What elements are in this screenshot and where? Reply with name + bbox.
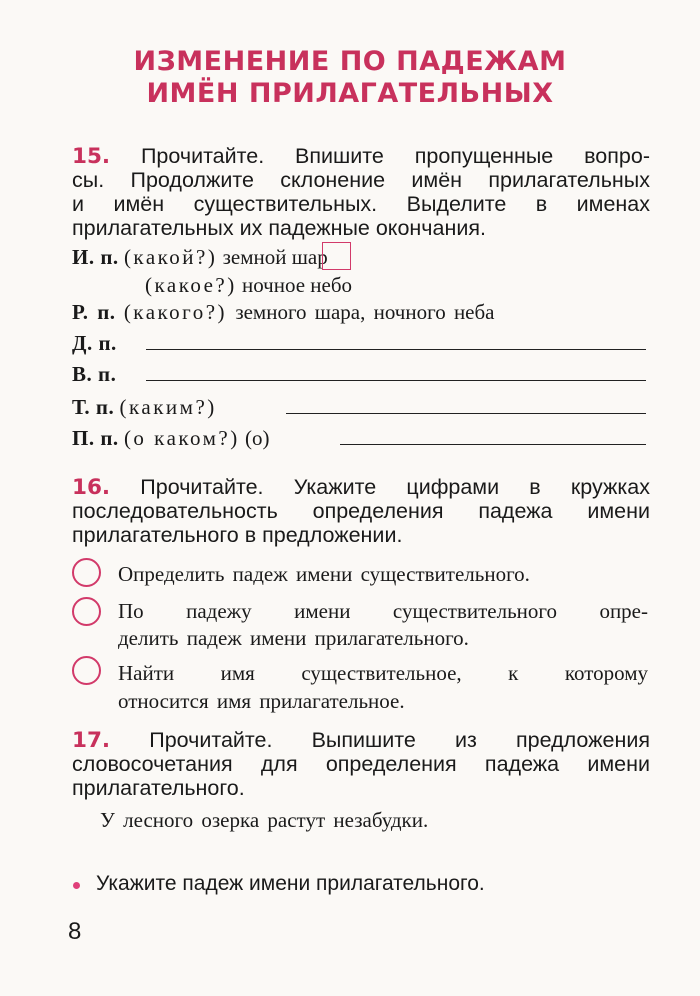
ex15-number: 15. xyxy=(72,144,111,169)
ex17-line-3: прилагательного. xyxy=(72,776,245,800)
ex16-line-1: 16. Прочитайте. Укажите цифрами в кружках xyxy=(72,475,650,500)
ex15-line-4: прилагательных их падежные окончания. xyxy=(72,216,486,240)
ex16-line-2: последовательность определения падежа имени xyxy=(72,499,650,523)
option-2-line-2: делить падеж имени прилагательного. xyxy=(118,626,469,650)
bullet-dot xyxy=(73,882,80,889)
order-circle-2[interactable] xyxy=(72,597,101,626)
example-sentence: У лесного озерка растут незабудки. xyxy=(100,808,429,832)
order-circle-1[interactable] xyxy=(72,558,101,587)
ex17-number: 17. xyxy=(72,728,111,753)
page-number: 8 xyxy=(68,918,82,945)
ex16-line-3: прилагательного в предложении. xyxy=(72,523,403,547)
case-row-im: И. п. (какой?) земной шар xyxy=(72,245,328,269)
answer-line-pr[interactable] xyxy=(340,444,646,445)
ex15-line-3: и имён существительных. Выделите в именах xyxy=(72,192,650,216)
ending-highlight-box xyxy=(322,242,351,270)
ex15-line-1: 15. Прочитайте. Впишите пропущенные вопро- xyxy=(72,144,650,169)
option-3-line-1: Найти имя существительное, к которому xyxy=(118,661,648,685)
answer-line-vin[interactable] xyxy=(146,380,646,381)
case-row-im-2: (какое?) ночное небо xyxy=(145,273,353,297)
ex17-line-2: словосочетания для определения падежа имени xyxy=(72,752,650,776)
case-row-pr: П. п. (о каком?) (о) xyxy=(72,426,270,450)
answer-line-tv[interactable] xyxy=(286,413,646,414)
option-3-line-2: относится имя прилагательное. xyxy=(118,689,405,713)
option-1-line-1: Определить падеж имени существительного. xyxy=(118,562,530,586)
ex16-number: 16. xyxy=(72,475,111,500)
ending-box: ой xyxy=(264,245,287,269)
case-row-rod: Р. п. (какого?) земного шара, ночного неба xyxy=(72,300,495,324)
order-circle-3[interactable] xyxy=(72,656,101,685)
page-title-line2: ИМЁН ПРИЛАГАТЕЛЬНЫХ xyxy=(146,78,554,109)
ex17-line-1: 17. Прочитайте. Выпишите из предложения xyxy=(72,728,650,753)
option-2-line-1: По падежу имени существительного опре- xyxy=(118,599,648,623)
bullet-task: Укажите падеж имени прилагательного. xyxy=(96,872,485,895)
page-title-line1: ИЗМЕНЕНИЕ ПО ПАДЕЖАМ xyxy=(133,46,567,77)
case-row-dat: Д. п. xyxy=(72,331,117,355)
answer-line-dat[interactable] xyxy=(146,349,646,350)
ex15-line-2: сы. Продолжите склонение имён прилагательных xyxy=(72,168,650,192)
case-row-vin: В. п. xyxy=(72,362,117,386)
case-row-tv: Т. п. (каким?) xyxy=(72,395,217,419)
